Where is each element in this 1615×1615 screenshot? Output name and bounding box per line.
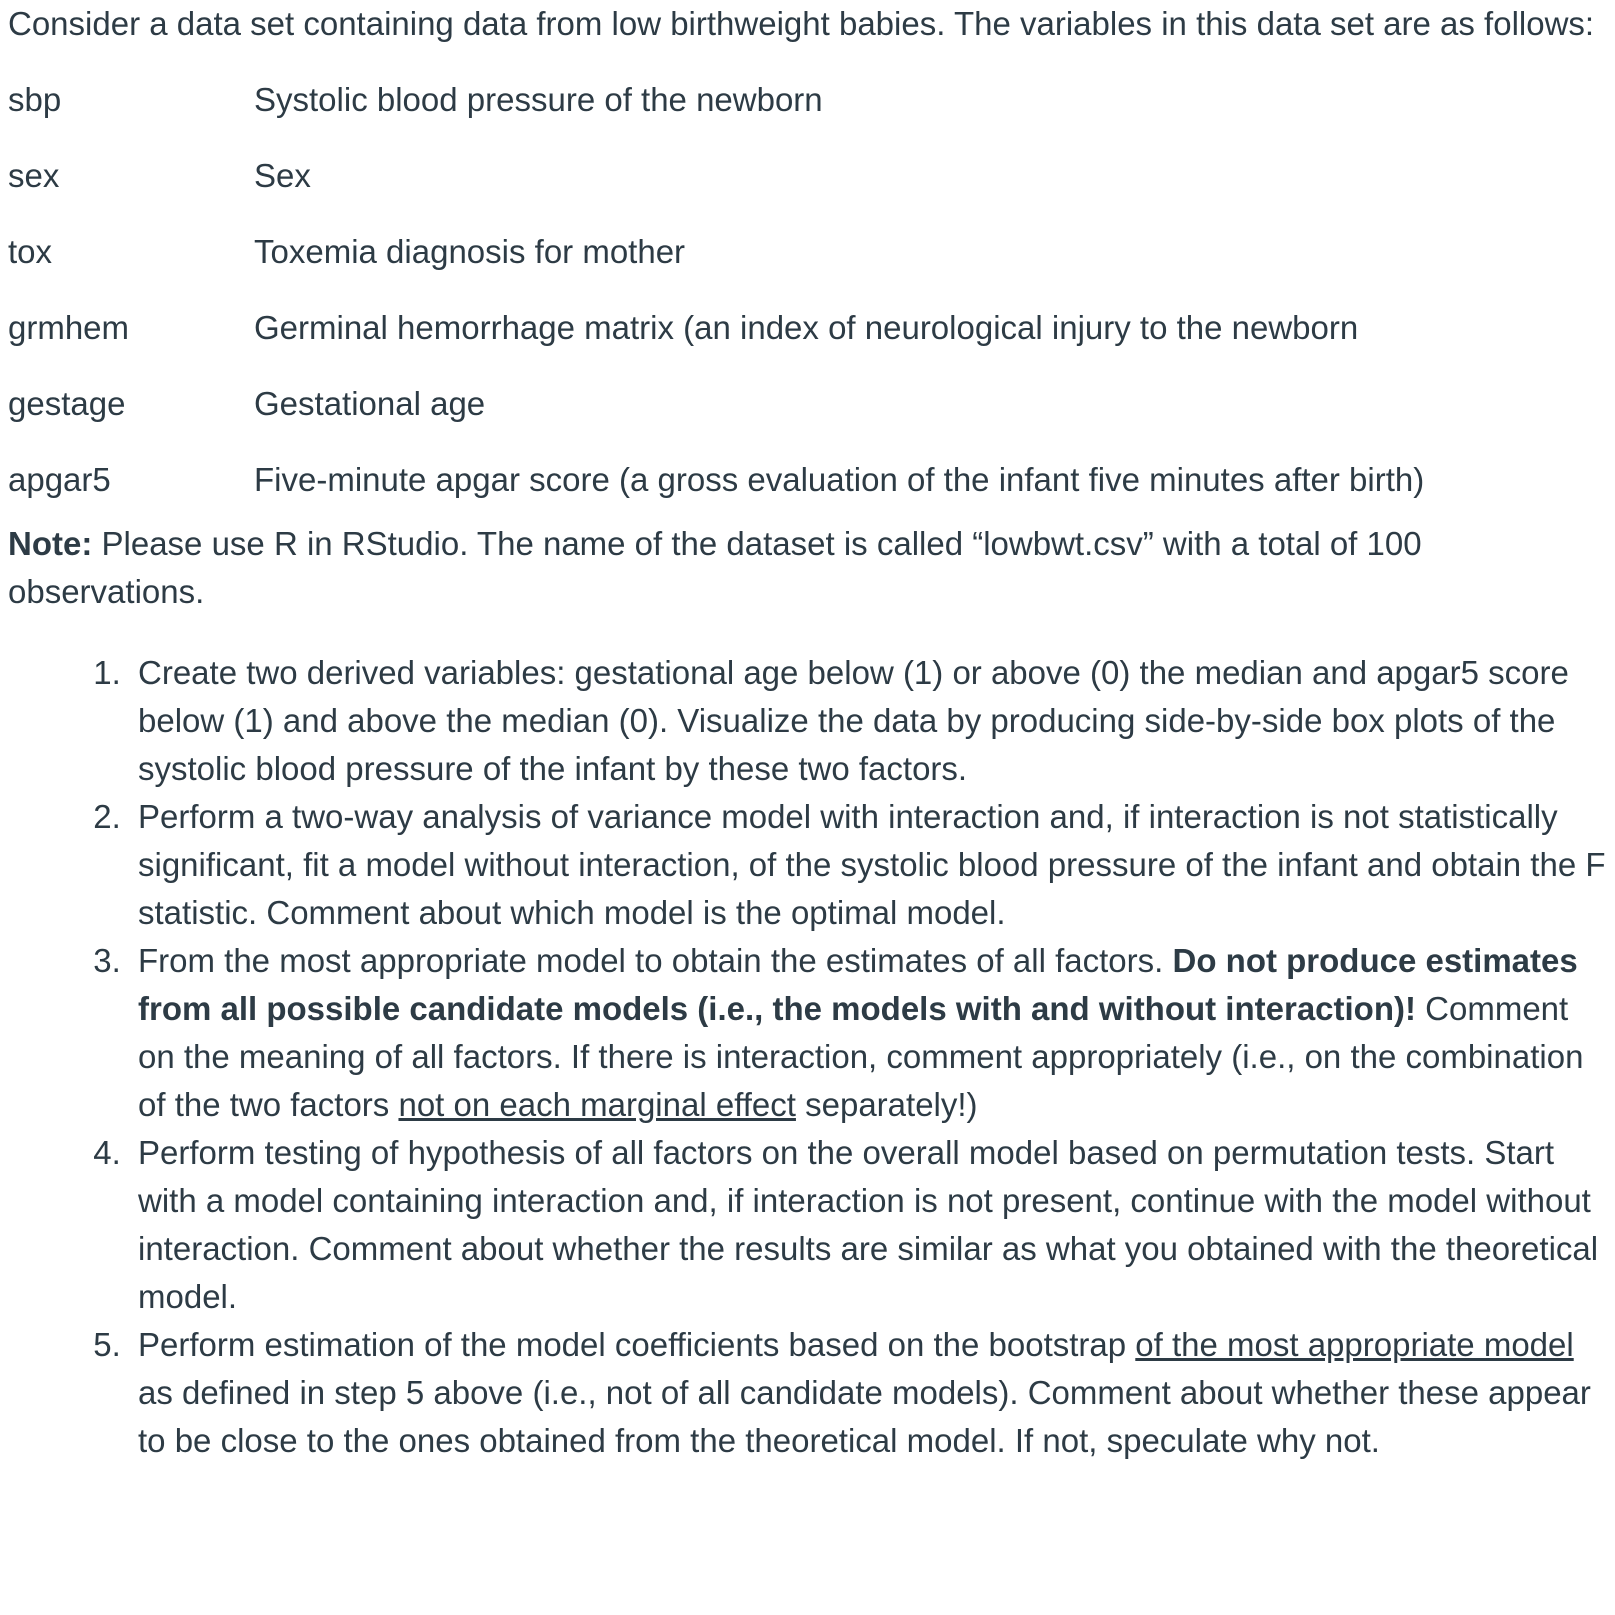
task-text: as defined in step 5 above (i.e., not of all candidate models). Comment about whether these appear to be close to the ones obtained from the theoretical model. If not, speculate why not. (138, 1374, 1591, 1459)
variable-row (8, 214, 1424, 290)
variable-row (8, 290, 1424, 366)
variable-description: Five-minute apgar score (a gross evaluation of the infant five minutes after birth) (254, 461, 1425, 498)
note-label: Note: (8, 525, 93, 562)
note-text: Please use R in RStudio. The name of the dataset is called “lowbwt.csv” with a total of 100 observations. (8, 525, 1422, 610)
variable-row (8, 62, 1424, 138)
variables-table (8, 62, 1424, 518)
task-bold-warning: Do not produce estimates from all possible candidate models (i.e., the models with and without interaction)! (138, 942, 1578, 1027)
task-item-4 (130, 1129, 1607, 1321)
variable-name: sex (8, 157, 60, 194)
task-item-3 (130, 937, 1607, 1129)
task-underlined-text: of the most appropriate model (1135, 1326, 1574, 1363)
variable-name: apgar5 (8, 461, 111, 498)
task-item-2 (130, 793, 1607, 937)
task-text: Perform estimation of the model coefficients based on the bootstrap (138, 1326, 1136, 1363)
task-item-1 (130, 649, 1607, 793)
variable-row (8, 366, 1424, 442)
variable-description: Gestational age (254, 385, 486, 422)
task-list (8, 649, 1607, 1465)
task-text: Create two derived variables: gestational age below (1) or above (0) the median and apgar5 score below (1) and above the median (0). Visualize the data by producing side-by-side box plots of the systolic blood pressure of the infant by these two factors. (138, 654, 1569, 787)
variable-description: Germinal hemorrhage matrix (an index of neurological injury to the newborn (254, 309, 1359, 346)
variable-row (8, 442, 1424, 518)
note-paragraph (8, 520, 1607, 616)
task-item-5 (130, 1321, 1607, 1465)
task-text: Perform testing of hypothesis of all factors on the overall model based on permutation tests. Start with a model containing interaction and, if interaction is not present, continue with the model without interaction. Comment about whether the results are similar as what you obtained with the theoretical model. (138, 1134, 1599, 1315)
variable-description: Toxemia diagnosis for mother (254, 233, 686, 270)
intro-paragraph: Consider a data set containing data from low birthweight babies. The variables in this data set are as follows: (8, 5, 1595, 42)
variable-description: Sex (254, 157, 311, 194)
variable-name: tox (8, 233, 53, 270)
variable-name: gestage (8, 385, 126, 422)
task-text: separately!) (795, 1086, 978, 1123)
task-text: Comment on the meaning of all factors. If there is interaction, comment appropriately (i.e., on the combination of the two factors (138, 990, 1584, 1123)
variable-name: sbp (8, 81, 62, 118)
task-text: From the most appropriate model to obtain the estimates of all factors. (138, 942, 1173, 979)
variable-row (8, 138, 1424, 214)
variable-name: grmhem (8, 309, 130, 346)
task-underlined-text: not on each marginal effect (398, 1086, 796, 1123)
task-text: Perform a two-way analysis of variance model with interaction and, if interaction is not statistically significant, fit a model without interaction, of the systolic blood pressure of the infant and obtain the F statistic. Comment about which model is the optimal model. (138, 798, 1606, 931)
variable-description: Systolic blood pressure of the newborn (254, 81, 823, 118)
